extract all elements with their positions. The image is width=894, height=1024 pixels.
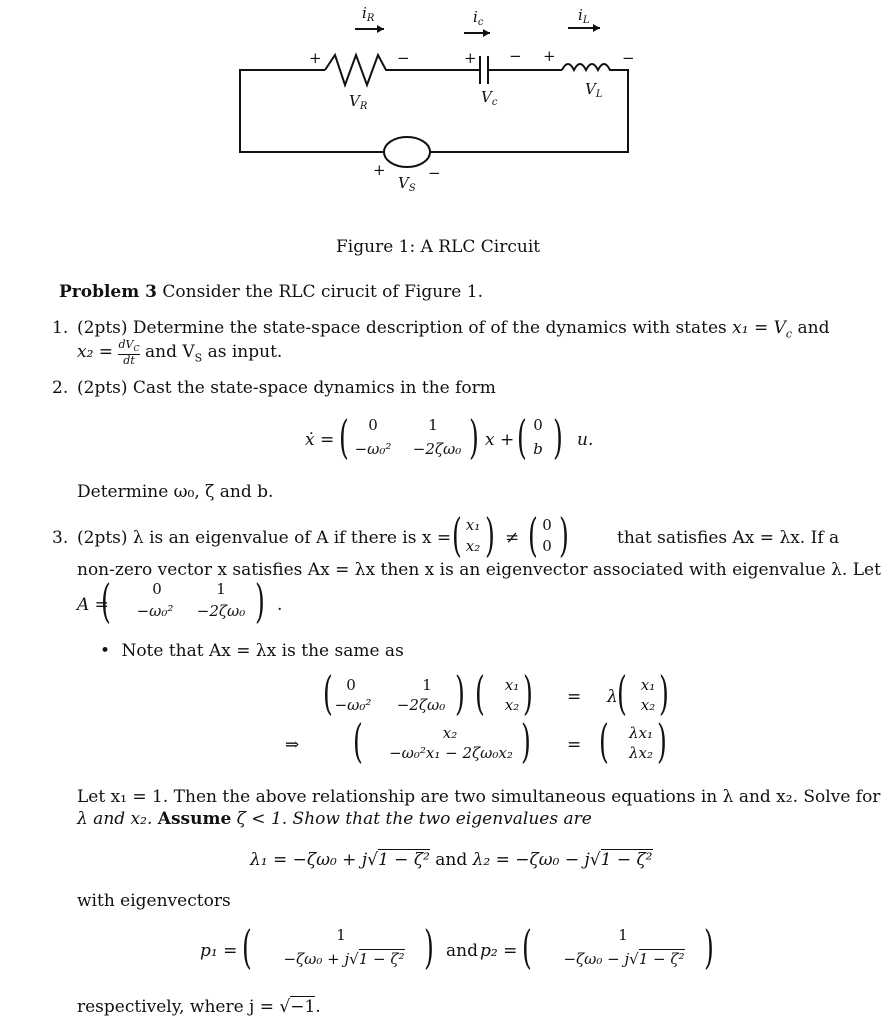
bullet-icon: • [100, 641, 111, 661]
wire-bottom [240, 150, 384, 152]
plus-c: + [464, 49, 477, 67]
plus-r: + [309, 49, 322, 67]
respectively-line: respectively, where j = √−1. [77, 997, 321, 1017]
item1-line1: (2pts) Determine the state-space description of of the dynamics with states $x_1 = V_c$ and [77, 318, 830, 341]
label-vr: $V_R$ [349, 92, 368, 112]
label-ir: $i_R$ [362, 4, 375, 24]
let-paragraph-line2: λ and x₂. Assume ζ < 1. Show that the two eigenvalues are [77, 809, 592, 829]
problem-title: Problem 3 [59, 282, 157, 302]
let-paragraph-line1: Let x₁ = 1. Then the above relationship are two simultaneous equations in λ and x₂. Solve for [77, 787, 881, 807]
state-space-equation: ẋ = ( 0 1 −ω₀² −2ζω₀ ) x + ( 0 b ) u. [305, 410, 594, 464]
label-vs: $V_S$ [398, 174, 416, 194]
wire-left [240, 70, 325, 150]
label-vc: $V_c$ [481, 88, 498, 108]
rlc-circuit-diagram [0, 0, 894, 215]
item3-number: 3. [52, 528, 69, 548]
item1-line2: x₂ = $dV_C$ dt and $V_S$ as input. [77, 338, 283, 368]
minus-r: − [397, 49, 410, 67]
inductor-icon [430, 64, 628, 152]
minus-s: − [428, 164, 441, 182]
item3-line2: non-zero vector x satisfies Ax = λx then x is an eigenvector associated with eigenvalue λ. Let [77, 560, 881, 580]
label-ic: $i_c$ [473, 8, 484, 28]
eigenvectors-equation: p₁ = ( 1 −ζω₀ + j√1 − ζ² ) and p₂ = ( 1 −ζω₀ − j√1 − ζ² ) [200, 920, 714, 974]
item2-line1: (2pts) Cast the state-space dynamics in the form [77, 378, 496, 398]
item3-line1: (2pts) λ is an eigenvalue of A if there is x = ( x₁ x₂ ) ≠ ( 0 0 ) that satisfies Ax = λx. If a [77, 508, 840, 562]
minus-l: − [622, 49, 635, 67]
item2-number: 2. [52, 378, 69, 398]
minus-c: − [509, 47, 522, 65]
item2-determine: Determine ω₀, ζ and b. [77, 482, 274, 502]
figure-caption: Figure 1: A RLC Circuit [336, 237, 541, 257]
with-eigenvectors: with eigenvectors [77, 891, 231, 911]
plus-l: + [543, 47, 556, 65]
eigen-system-equations: ( 0 1 −ω₀² −2ζω₀ ) ( x₁ x₂ ) = λ ( x₁ x₂ ) ⇒ ( x₂ −ω₀²x₁ − 2ζω₀x₂ ) = ( λx₁ λx₂ ) [285, 666, 669, 768]
capacitor-icon [480, 56, 488, 84]
item1-number: 1. [52, 318, 69, 338]
label-il: $i_L$ [578, 6, 590, 26]
label-vl: $V_L$ [585, 80, 603, 100]
voltage-source-icon [384, 137, 430, 167]
eigenvalues-equation: λ₁ = −ζω₀ + j√1 − ζ² and λ₂ = −ζω₀ − j√1 − ζ² [250, 850, 653, 870]
problem-heading-line [59, 281, 483, 303]
bullet-note: • Note that Ax = λx is the same as [100, 641, 404, 661]
matrix-a-definition: A = ( 0 1 −ω₀² −2ζω₀ ) . [77, 574, 283, 628]
plus-s: + [373, 161, 386, 179]
problem-intro: Consider the RLC cirucit of Figure 1. [162, 282, 483, 302]
dvc-dt-fraction: $dV_C$ dt [118, 338, 140, 368]
